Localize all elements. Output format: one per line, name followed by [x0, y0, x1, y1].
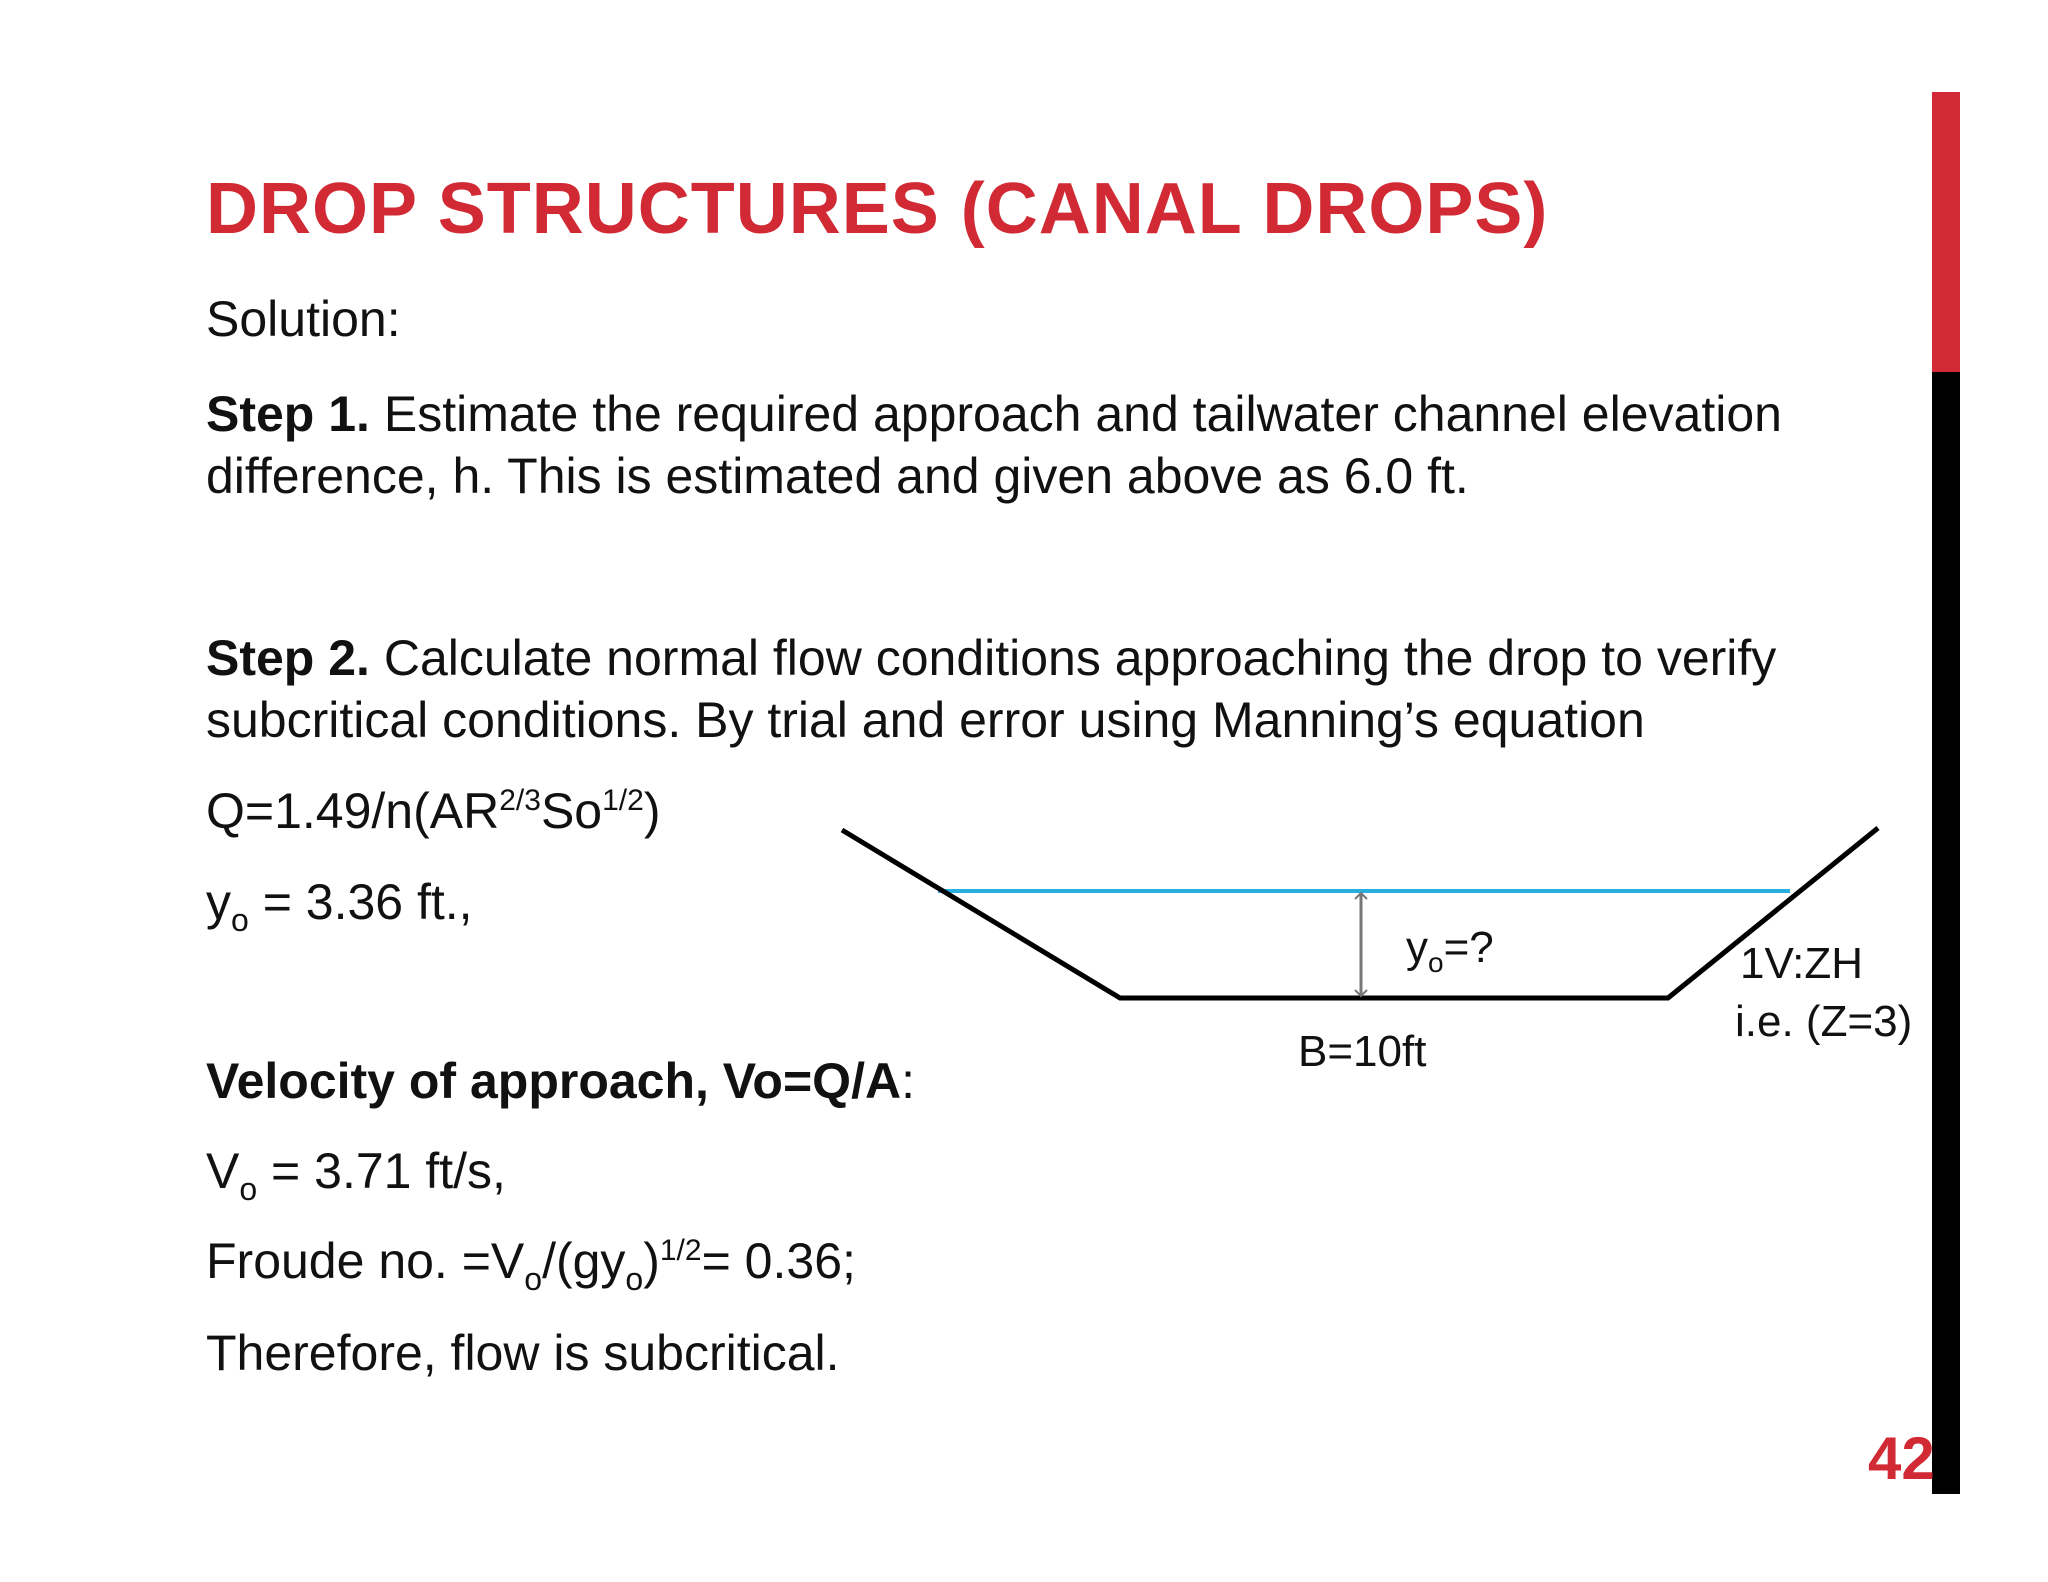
yo-var: y [206, 874, 231, 930]
froude-sub-1: o [524, 1261, 543, 1297]
equation-mid: So [540, 783, 603, 839]
side-slope-label-line1: 1V:ZH [1740, 939, 1864, 988]
base-width-label: B=10ft [1298, 1027, 1427, 1076]
slide-title: DROP STRUCTURES (CANAL DROPS) [206, 169, 1549, 249]
step1-label: Step 1. [206, 386, 370, 442]
depth-label: $y_o=$? [1406, 923, 1494, 978]
solution-label: Solution: [206, 291, 401, 347]
vo-text: = 3.71 ft/s, [257, 1143, 506, 1199]
froude-part-4: = 0.36; [701, 1233, 856, 1289]
step2-line2: subcritical conditions. By trial and error using Manning’s equation [206, 692, 1645, 748]
yo-sub: o [231, 902, 249, 938]
accent-bar-black [1932, 372, 1960, 1494]
equation-prefix: Q=1.49/n(AR [206, 783, 500, 839]
froude-part-3: ) [643, 1233, 660, 1289]
accent-bar-red [1932, 92, 1960, 372]
vo-var: V [206, 1143, 240, 1199]
velocity-heading-tail: : [901, 1053, 915, 1109]
equation-suffix: ) [643, 783, 661, 839]
step2-text-line1: Calculate normal flow conditions approaching the drop to verify [369, 630, 1777, 686]
froude-sub-2: o [625, 1261, 644, 1297]
step1-text-line1: Estimate the required approach and tailwater channel elevation [369, 386, 1782, 442]
froude-exponent: 1/2 [659, 1234, 702, 1267]
equation-exponent-2: 1/2 [602, 784, 644, 817]
step2-label: Step 2. [206, 630, 370, 686]
page-number: 42 [1868, 1425, 1935, 1492]
step1-line2: difference, h. This is estimated and given above as 6.0 ft. [206, 448, 1469, 504]
yo-text: = 3.36 ft., [248, 874, 473, 930]
froude-part-2: /(gy [542, 1233, 626, 1289]
side-slope-label-line2: i.e. (Z=3) [1735, 997, 1913, 1046]
conclusion: Therefore, flow is subcritical. [206, 1325, 840, 1381]
equation-exponent-1: 2/3 [499, 784, 541, 817]
froude-part-1: Froude no. =V [206, 1233, 525, 1289]
velocity-heading-bold: Velocity of approach, Vo=Q/A [206, 1053, 902, 1109]
vo-sub: o [239, 1171, 258, 1207]
